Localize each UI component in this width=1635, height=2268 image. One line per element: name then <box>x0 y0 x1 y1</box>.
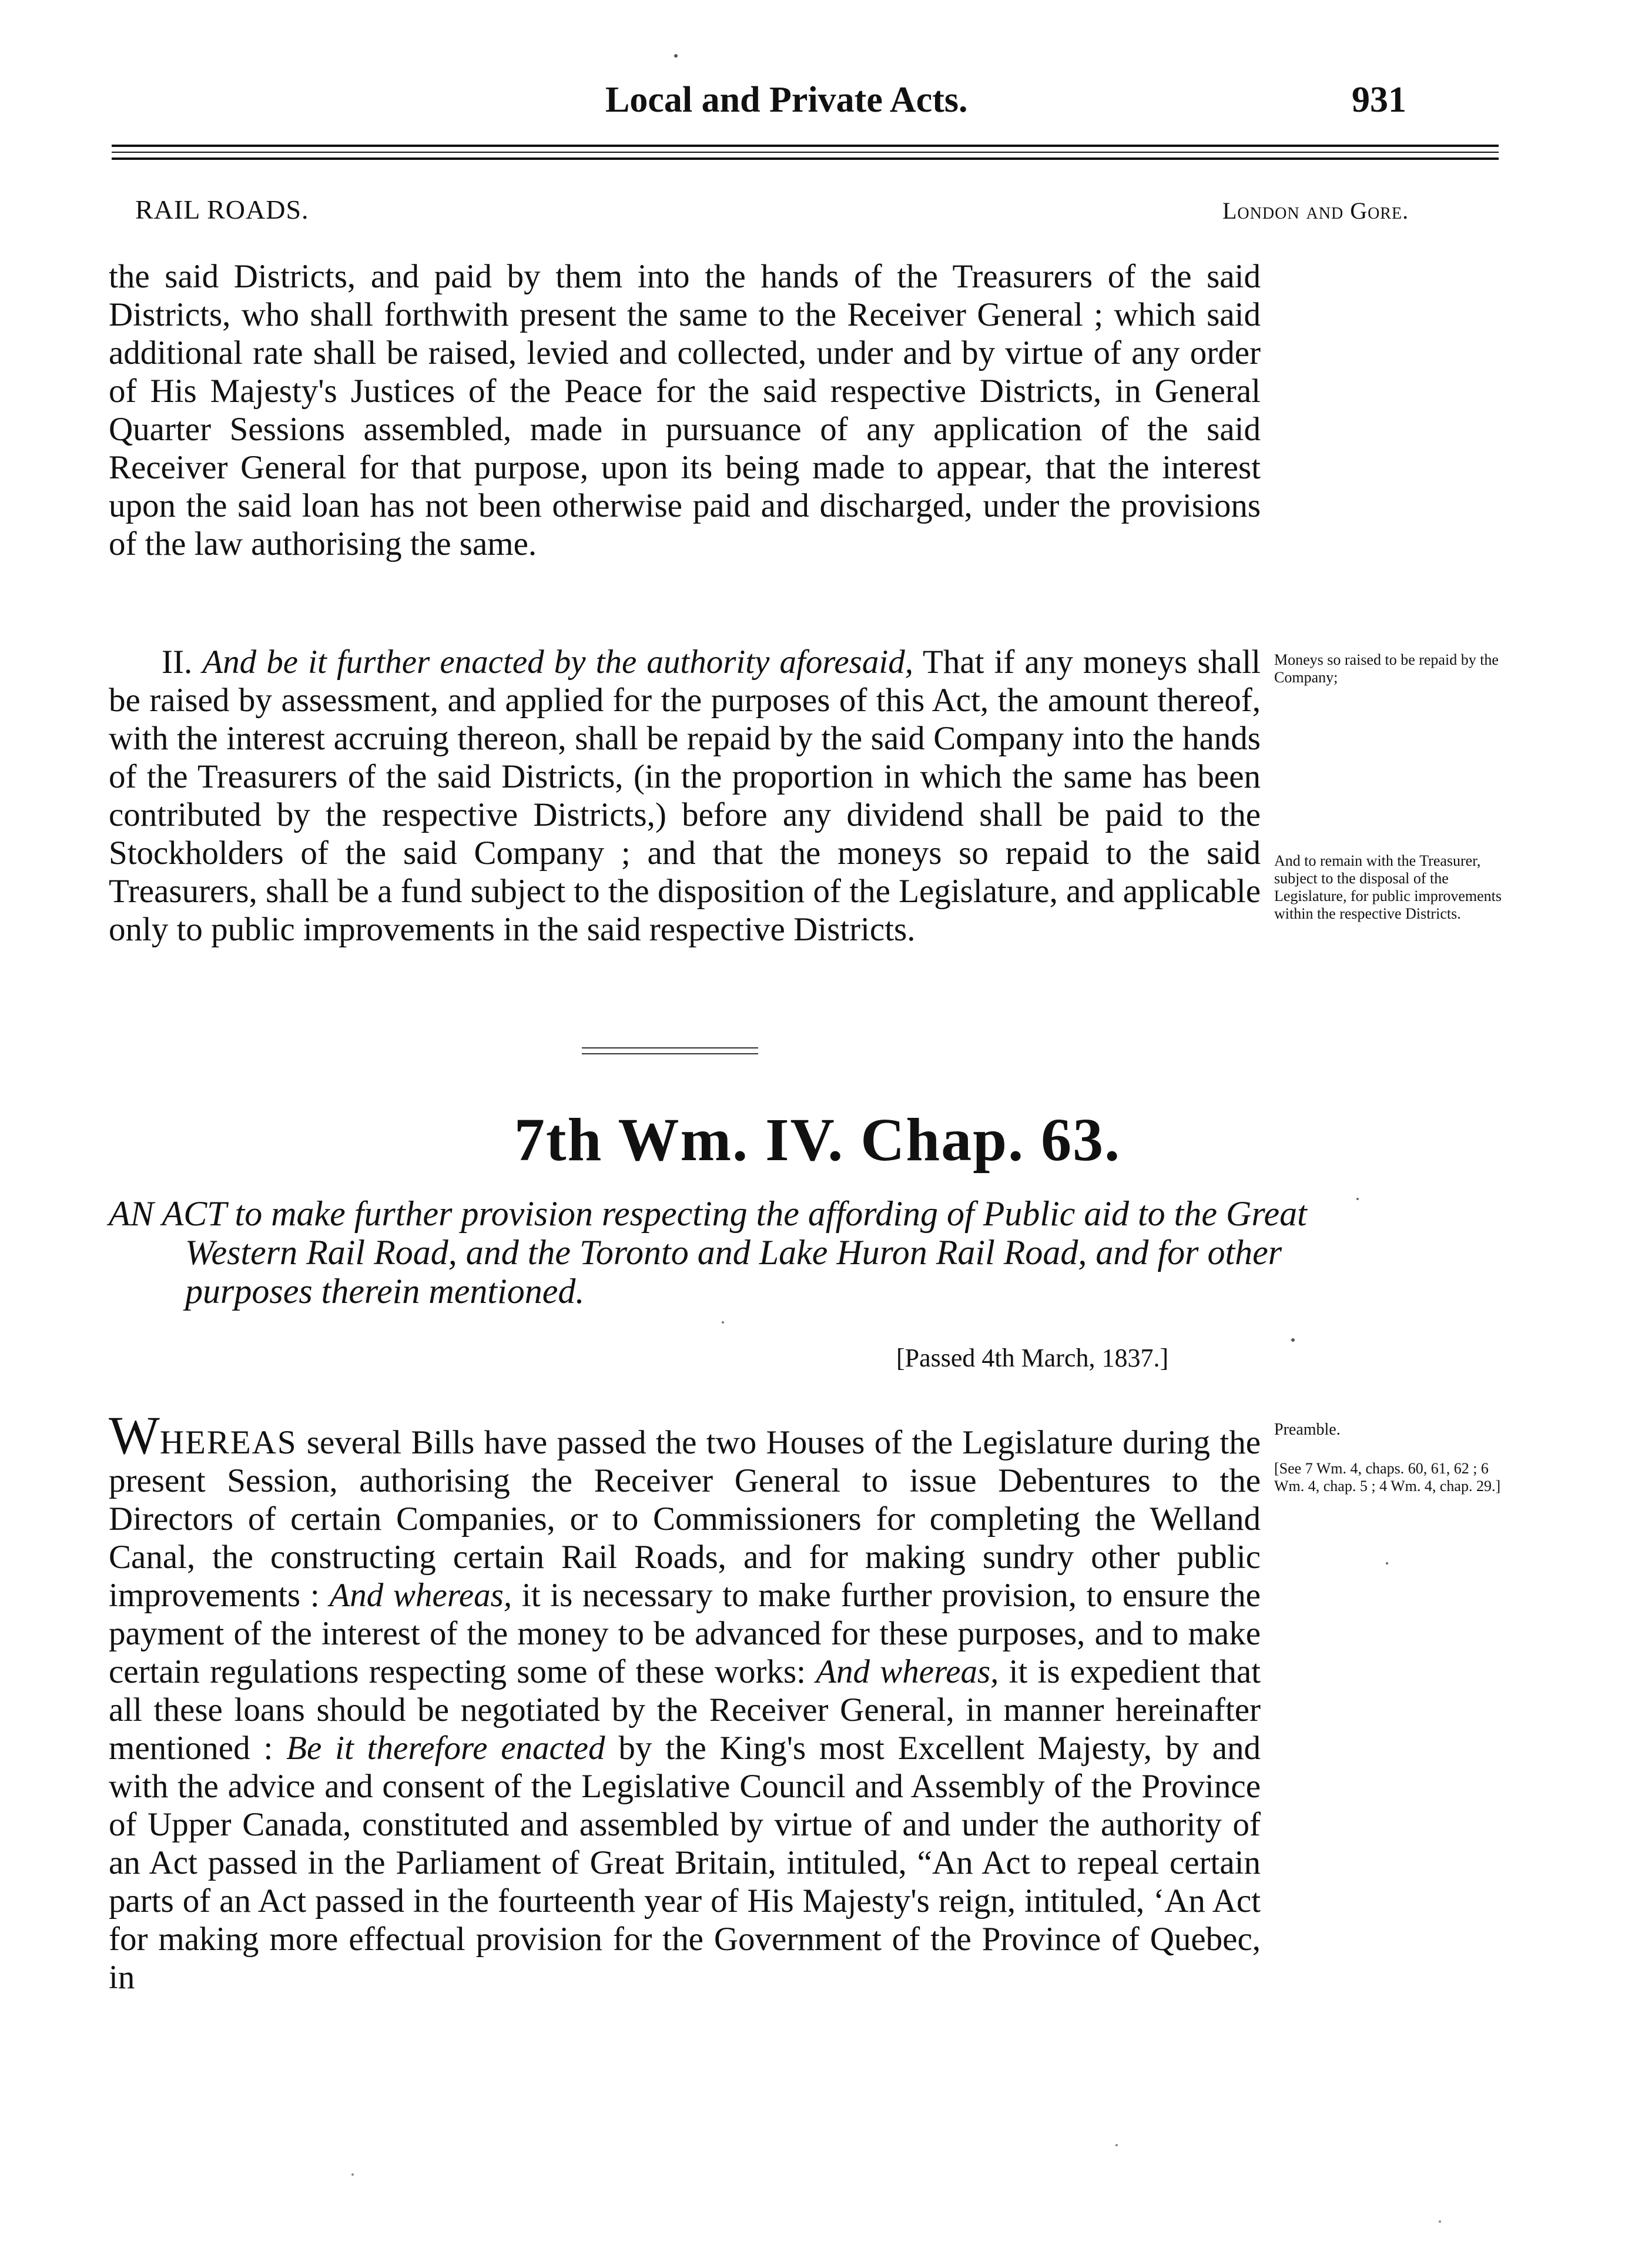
section-heading-right: London and Gore. <box>1222 197 1409 224</box>
preamble-italic-3: Be it therefore enacted <box>286 1730 605 1767</box>
paragraph-continued: the said Districts, and paid by them into the hands of the Treasurers of the said Districts, who shall forthwith present the same to the Receiver General ; which said additional rate shall be raised, levied and collected, under and by virtue of any order of His Majesty's Justices of the Peace for the said respective Districts, in General Quarter Sessions assembled, made in pursuance of any application of the said Receiver General for that purpose, upon its being made to appear, that the interest upon the said loan has not been otherwise paid and discharged, under the provisions of the law authorising the same. <box>109 258 1261 562</box>
passed-date: [Passed 4th March, 1837.] <box>896 1344 1169 1372</box>
margin-note-remain: And to remain with the Treasurer, subject to the disposal of the Legislature, for public improvements within the respective Districts. <box>1274 852 1502 922</box>
act-title: AN ACT to make further provision respecting the affording of Public aid to the Great Western Rail Road, and the Toronto and Lake Huron Rail Road, and for other purposes therein mentioned. <box>109 1194 1307 1311</box>
section-number: II. <box>162 644 193 681</box>
margin-note-preamble: Preamble. <box>1274 1421 1341 1439</box>
margin-note-see-references: [See 7 Wm. 4, chaps. 60, 61, 62 ; 6 Wm. 4, chap. 5 ; 4 Wm. 4, chap. 29.] <box>1274 1460 1501 1495</box>
preamble-text-3: it is expedient that all these loans should be negotiated by the Receiver General, in manner hereinafter mentioned : <box>109 1653 1261 1767</box>
preamble-italic-2: And whereas, <box>816 1653 999 1690</box>
header-rule-bottom <box>112 158 1499 160</box>
chapter-heading: 7th Wm. IV. Chap. 63. <box>514 1106 1121 1174</box>
section-two-text: That if any moneys shall be raised by assessment, and applied for the purposes of this Act, the amount thereof, with the interest accruing thereon, shall be repaid by the said Company into the hands of the Treasurers of the said Districts, (in the proportion in which the same has been contributed by the respective Districts,) before any dividend shall be paid to the Stockholders of the said Company ; and that the moneys so repaid to the said Treasurers, shall be a fund subject to the disposition of the Legislature, and applicable only to public improvements in the said respective Districts. <box>109 644 1261 948</box>
page-number: 931 <box>1352 80 1406 120</box>
drop-cap: W <box>109 1405 160 1465</box>
preamble-text-4: by the King's most Excellent Majesty, by and with the advice and consent of the Legislative Council and Assembly of the Province of Upper Canada, constituted and assembled by virtue of and under the authority of an Act passed in the Parliament of Great Britain, intituled, “An Act to repeal certain parts of an Act passed in the fourteenth year of His Majesty's reign, intituled, ‘An Act for making more effectual provision for the Government of the Province of Quebec, in <box>109 1730 1261 1996</box>
header-rule-middle <box>112 152 1499 153</box>
preamble-italic-1: And whereas, <box>329 1577 512 1614</box>
preamble-text-2: it is necessary to make further provision, to ensure the payment of the interest of the money to be advanced for these purposes, and to make certain regulations respecting some of these works: <box>109 1577 1261 1690</box>
paragraph-preamble <box>109 1405 1261 1996</box>
preamble-lead: HEREAS <box>159 1424 297 1461</box>
enacting-clause: And be it further enacted by the authority aforesaid, <box>202 644 913 681</box>
margin-note-repaid: Moneys so raised to be repaid by the Company; <box>1274 651 1499 686</box>
section-separator-bottom <box>582 1053 758 1054</box>
paragraph-section-two <box>109 643 1261 949</box>
preamble-text-1: several Bills have passed the two Houses of the Legislature during the present Session, authorising the Receiver General to issue Debentures to the Directors of certain Companies, or to Commissioners for completing the Welland Canal, the constructing certain Rail Roads, and for making sundry other public improvements : <box>109 1424 1261 1614</box>
header-rule-top <box>112 145 1499 147</box>
section-separator-top <box>582 1047 758 1048</box>
running-title: Local and Private Acts. <box>605 80 968 120</box>
section-heading-left: RAIL ROADS. <box>135 195 309 225</box>
